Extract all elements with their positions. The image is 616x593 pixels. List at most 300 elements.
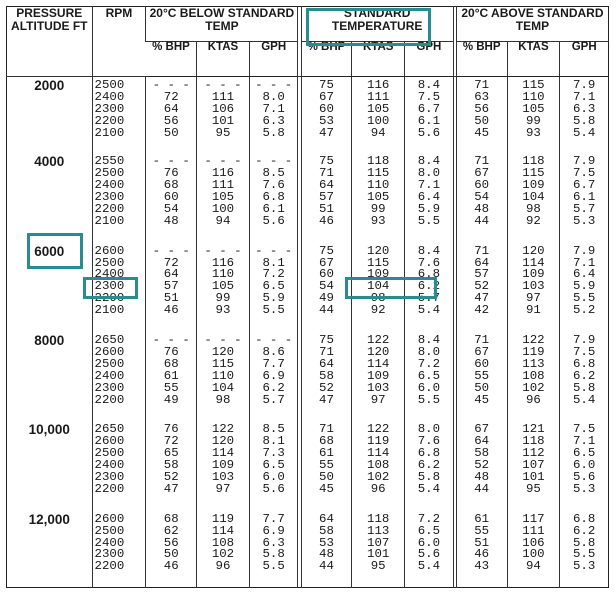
altitude-block	[7, 153, 609, 242]
below-bhp-value: 50	[163, 125, 179, 140]
std-ktas-value: 115	[367, 255, 390, 270]
above-gph-value: 5.7	[573, 201, 596, 216]
above-bhp-value: 52	[474, 458, 490, 473]
below-gph-value: 5.6	[262, 213, 285, 228]
std-bhp-value: 48	[319, 547, 334, 562]
above-ktas-value: 105	[522, 101, 545, 116]
below-gph-column	[249, 243, 298, 332]
below-ktas-column	[197, 511, 250, 588]
above-bhp-column	[456, 153, 507, 242]
above-ktas-value: 109	[522, 178, 545, 193]
below-gph-value: 6.5	[262, 458, 285, 473]
std-bhp-column	[301, 243, 352, 332]
std-gph-value: 5.5	[417, 392, 441, 407]
above-ktas-value: 98	[525, 201, 541, 216]
std-ktas-value: 110	[367, 178, 390, 193]
above-ktas-value: 112	[522, 446, 545, 461]
below-gph-column	[249, 511, 298, 588]
above-bhp-value: 56	[474, 101, 490, 116]
above-gph-value: 5.8	[573, 113, 596, 128]
below-gph-value: - - -	[255, 243, 293, 258]
below-ktas-column	[197, 421, 250, 510]
std-gph-value: 6.8	[417, 267, 441, 282]
rpm-value: 2600	[94, 344, 125, 359]
above-bhp-value: 51	[474, 535, 490, 550]
above-ktas-value: 96	[525, 392, 541, 407]
std-gph-value: 5.8	[417, 470, 441, 484]
below-gph-value: 7.7	[262, 356, 285, 371]
std-ktas-value: 105	[367, 101, 390, 116]
group-header-above-standard: 20°C ABOVE STANDARD TEMP	[456, 7, 608, 42]
above-bhp-value: 71	[474, 243, 490, 258]
std-ktas-value: 120	[367, 344, 390, 359]
std-bhp-value: 64	[319, 356, 334, 371]
std-gph-value: 5.4	[417, 303, 441, 318]
below-gph-value: 8.5	[262, 422, 285, 437]
std-bhp-value: 55	[319, 458, 334, 473]
rpm-value: 2100	[94, 125, 125, 140]
above-gph-column	[560, 332, 609, 421]
below-bhp-value: - - -	[152, 332, 190, 347]
below-ktas-column	[197, 332, 250, 421]
std-ktas-value: 118	[367, 154, 390, 169]
below-bhp-value: 51	[163, 291, 179, 306]
below-bhp-value: 54	[163, 201, 179, 216]
rpm-value: 2200	[94, 392, 125, 407]
rpm-value: 2500	[94, 255, 125, 270]
below-gph-value: 6.8	[262, 189, 285, 204]
rpm-value: 2400	[94, 535, 125, 550]
below-bhp-value: 76	[163, 422, 179, 437]
std-ktas-value: 116	[367, 78, 390, 92]
above-gph-value: 5.6	[573, 470, 596, 484]
below-bhp-value: 64	[163, 101, 179, 116]
std-ktas-value: 100	[367, 113, 390, 128]
std-bhp-value: 58	[319, 368, 334, 383]
std-bhp-value: 64	[319, 511, 334, 526]
above-gph-value: 7.9	[573, 78, 596, 92]
above-bhp-value: 45	[474, 392, 490, 407]
below-bhp-value: 68	[163, 511, 179, 526]
above-gph-column	[560, 243, 609, 332]
above-gph-value: 6.0	[573, 458, 596, 473]
above-bhp-value: 45	[474, 125, 490, 140]
std-ktas-value: 115	[367, 166, 390, 181]
std-bhp-column	[301, 421, 352, 510]
above-ktas-value: 94	[525, 559, 541, 574]
altitude-value: 4000	[34, 154, 65, 170]
altitude-value: 2000	[34, 78, 65, 93]
above-ktas-value: 106	[522, 535, 545, 550]
subcol-ktas: KTAS	[507, 42, 560, 77]
std-ktas-value: 98	[370, 291, 386, 306]
rpm-value: 2200	[94, 113, 125, 128]
below-gph-value: 6.9	[262, 368, 285, 383]
std-gph-value: 8.4	[417, 332, 441, 347]
below-bhp-value: - - -	[152, 78, 190, 92]
above-ktas-value: 111	[522, 523, 545, 538]
std-ktas-value: 108	[367, 458, 390, 473]
rpm-value: 2400	[94, 458, 125, 473]
std-bhp-value: 57	[319, 189, 334, 204]
std-bhp-value: 60	[319, 101, 334, 116]
below-bhp-value: 46	[163, 559, 179, 574]
std-gph-value: 7.6	[417, 255, 441, 270]
above-bhp-value: 64	[474, 255, 490, 270]
above-ktas-value: 102	[522, 380, 545, 395]
std-ktas-value: 118	[367, 511, 390, 526]
below-ktas-value: 111	[211, 89, 235, 104]
below-ktas-value: 108	[211, 535, 235, 550]
above-bhp-value: 44	[474, 481, 490, 496]
std-bhp-value: 45	[319, 481, 334, 496]
above-gph-column	[560, 421, 609, 510]
above-bhp-value: 48	[474, 201, 490, 216]
std-bhp-column	[301, 77, 352, 154]
above-gph-column	[560, 77, 609, 154]
below-ktas-value: 96	[215, 559, 231, 574]
above-gph-value: 5.3	[573, 213, 596, 228]
above-bhp-value: 63	[474, 89, 490, 104]
std-ktas-value: 120	[367, 243, 390, 258]
std-gph-value: 5.4	[417, 481, 441, 496]
std-ktas-value: 114	[367, 356, 390, 371]
below-bhp-value: 52	[163, 470, 179, 484]
below-ktas-value: 114	[211, 446, 235, 461]
below-gph-value: 6.5	[262, 279, 285, 294]
above-bhp-value: 71	[474, 78, 490, 92]
below-ktas-value: 97	[215, 481, 231, 496]
std-ktas-column	[352, 77, 405, 154]
above-bhp-value: 52	[474, 279, 490, 294]
std-ktas-value: 105	[367, 189, 390, 204]
above-ktas-column	[507, 77, 560, 154]
above-ktas-value: 91	[525, 303, 541, 318]
below-bhp-value: 55	[163, 380, 179, 395]
std-gph-value: 8.4	[417, 154, 441, 169]
below-bhp-value: 47	[163, 481, 179, 496]
below-bhp-value: 58	[163, 458, 179, 473]
subcol-gph: GPH	[249, 42, 298, 77]
std-ktas-column	[352, 332, 405, 421]
above-ktas-value: 108	[522, 368, 545, 383]
std-bhp-value: 58	[319, 523, 334, 538]
std-bhp-value: 75	[319, 78, 334, 92]
subcol-ktas: KTAS	[352, 42, 405, 77]
std-gph-value: 7.2	[417, 356, 441, 371]
below-gph-value: 6.3	[262, 113, 285, 128]
below-ktas-column	[197, 153, 250, 242]
rpm-value: 2600	[94, 434, 125, 449]
std-bhp-value: 47	[319, 392, 334, 407]
below-bhp-value: - - -	[152, 154, 190, 169]
above-ktas-value: 104	[522, 189, 545, 204]
std-bhp-value: 71	[319, 422, 334, 437]
below-bhp-value: 72	[163, 89, 179, 104]
below-bhp-value: 46	[163, 303, 179, 318]
std-ktas-value: 104	[367, 279, 390, 294]
std-ktas-value: 101	[367, 547, 390, 562]
std-gph-value: 8.0	[417, 166, 441, 181]
table-body	[7, 77, 609, 588]
rpm-value: 2300	[94, 470, 125, 484]
altitude-value: 10,000	[28, 422, 70, 438]
std-bhp-column	[301, 332, 352, 421]
std-bhp-value: 64	[319, 178, 334, 193]
std-bhp-value: 44	[319, 559, 334, 574]
std-gph-value: 5.7	[417, 291, 441, 306]
below-gph-value: - - -	[255, 78, 293, 92]
above-bhp-column	[456, 77, 507, 154]
above-ktas-value: 99	[525, 113, 541, 128]
std-bhp-value: 68	[319, 434, 334, 449]
rpm-value: 2500	[94, 166, 125, 181]
group-header-standard: STANDARD TEMPERATURE	[301, 7, 453, 42]
below-ktas-value: 104	[211, 380, 235, 395]
below-ktas-value: 99	[215, 291, 231, 306]
above-bhp-column	[456, 511, 507, 588]
below-bhp-value: 72	[163, 434, 179, 449]
below-gph-value: 6.9	[262, 523, 285, 538]
below-ktas-value: - - -	[204, 243, 242, 258]
std-gph-value: 6.8	[417, 446, 441, 461]
below-ktas-value: 120	[211, 434, 235, 449]
below-gph-column	[249, 77, 298, 154]
std-ktas-value: 113	[367, 523, 390, 538]
subcol-gph: GPH	[405, 42, 454, 77]
above-bhp-value: 50	[474, 380, 490, 395]
below-ktas-value: 116	[211, 166, 235, 181]
below-gph-value: 8.6	[262, 344, 285, 359]
rpm-value: 2500	[94, 356, 125, 371]
std-gph-value: 7.5	[417, 89, 441, 104]
below-gph-value: 7.2	[262, 267, 285, 282]
rpm-value: 2100	[94, 213, 125, 228]
below-bhp-value: 62	[163, 523, 179, 538]
std-ktas-value: 111	[367, 89, 390, 104]
std-bhp-value: 71	[319, 344, 334, 359]
below-gph-value: 6.0	[262, 470, 285, 484]
std-gph-value: 5.6	[417, 547, 441, 562]
std-gph-column	[405, 332, 454, 421]
below-ktas-value: 93	[215, 303, 231, 318]
above-bhp-value: 54	[474, 189, 490, 204]
above-bhp-value: 60	[474, 178, 490, 193]
std-bhp-value: 52	[319, 380, 334, 395]
below-gph-value: 7.7	[262, 511, 285, 526]
std-bhp-value: 67	[319, 89, 334, 104]
below-ktas-value: 114	[211, 523, 235, 538]
above-bhp-value: 44	[474, 213, 490, 228]
above-gph-value: 6.5	[573, 446, 596, 461]
above-ktas-value: 101	[522, 470, 545, 484]
std-bhp-value: 53	[319, 113, 334, 128]
std-bhp-value: 60	[319, 267, 334, 282]
below-ktas-value: 119	[211, 511, 235, 526]
above-ktas-value: 117	[522, 511, 545, 526]
below-bhp-column	[146, 511, 197, 588]
below-ktas-value: 94	[215, 213, 231, 228]
below-gph-value: 5.8	[262, 547, 285, 562]
above-bhp-column	[456, 421, 507, 510]
std-gph-value: 7.2	[417, 511, 441, 526]
below-bhp-value: 68	[163, 178, 179, 193]
above-ktas-value: 122	[522, 332, 545, 347]
above-bhp-value: 60	[474, 356, 490, 371]
above-bhp-value: 48	[474, 470, 490, 484]
above-ktas-value: 93	[525, 125, 541, 140]
above-gph-value: 6.3	[573, 101, 596, 116]
std-gph-value: 7.6	[417, 434, 441, 449]
rpm-value: 2500	[94, 78, 125, 92]
std-bhp-value: 71	[319, 166, 334, 181]
above-bhp-value: 47	[474, 291, 490, 306]
std-ktas-value: 96	[370, 481, 386, 496]
rpm-value: 2400	[94, 267, 125, 282]
rpm-value: 2300	[94, 101, 125, 116]
above-bhp-value: 57	[474, 267, 490, 282]
below-bhp-value: - - -	[152, 243, 190, 258]
rpm-value: 2500	[94, 523, 125, 538]
below-ktas-value: - - -	[204, 332, 242, 347]
std-ktas-value: 99	[370, 201, 386, 216]
below-gph-value: 7.1	[262, 101, 285, 116]
above-gph-value: 6.1	[573, 189, 596, 204]
below-ktas-value: 120	[211, 344, 235, 359]
std-gph-value: 6.5	[417, 523, 441, 538]
below-gph-value: 8.1	[262, 434, 285, 449]
std-gph-value: 6.0	[417, 380, 441, 395]
rpm-column	[92, 421, 146, 510]
rpm-value: 2300	[94, 547, 125, 562]
rpm-value: 2650	[94, 422, 125, 437]
std-gph-value: 6.7	[417, 101, 441, 116]
above-ktas-value: 115	[522, 166, 545, 181]
above-bhp-value: 61	[474, 511, 490, 526]
above-bhp-column	[456, 332, 507, 421]
above-bhp-value: 71	[474, 332, 490, 347]
altitude-block	[7, 243, 609, 332]
std-bhp-value: 53	[319, 535, 334, 550]
subcol-gph: GPH	[560, 42, 609, 77]
std-bhp-value: 75	[319, 154, 334, 169]
above-ktas-value: 115	[522, 78, 545, 92]
std-bhp-value: 46	[319, 213, 334, 228]
above-ktas-value: 120	[522, 243, 545, 258]
above-gph-value: 7.5	[573, 166, 596, 181]
above-bhp-value: 67	[474, 166, 490, 181]
std-ktas-value: 114	[367, 446, 390, 461]
below-ktas-value: 109	[211, 458, 235, 473]
std-gph-column	[405, 153, 454, 242]
above-ktas-column	[507, 153, 560, 242]
above-gph-value: 5.3	[573, 559, 596, 574]
below-bhp-value: 56	[163, 113, 179, 128]
below-gph-value: 5.6	[262, 481, 285, 496]
rpm-value: 2550	[94, 154, 125, 169]
std-ktas-value: 107	[367, 535, 390, 550]
below-gph-value: - - -	[255, 154, 293, 169]
altitude-value: 8000	[34, 332, 65, 348]
below-gph-value: 6.3	[262, 535, 285, 550]
above-ktas-column	[507, 243, 560, 332]
above-gph-value: 7.1	[573, 434, 596, 449]
above-bhp-value: 71	[474, 154, 490, 169]
std-ktas-value: 92	[370, 303, 386, 318]
above-ktas-value: 119	[522, 344, 545, 359]
rpm-value: 2400	[94, 89, 125, 104]
std-bhp-value: 67	[319, 255, 334, 270]
std-bhp-value: 61	[319, 446, 334, 461]
below-ktas-value: 100	[211, 201, 235, 216]
below-ktas-value: 105	[211, 189, 235, 204]
std-gph-value: 7.1	[417, 178, 441, 193]
above-bhp-value: 58	[474, 446, 490, 461]
std-bhp-value: 75	[319, 332, 334, 347]
below-gph-value: 5.5	[262, 559, 285, 574]
std-ktas-column	[352, 511, 405, 588]
rpm-value: 2200	[94, 291, 125, 306]
std-bhp-value: 75	[319, 243, 334, 258]
std-gph-value: 5.9	[417, 201, 441, 216]
below-gph-value: 7.3	[262, 446, 285, 461]
below-bhp-value: 64	[163, 267, 179, 282]
below-bhp-column	[146, 421, 197, 510]
altitude-block	[7, 511, 609, 588]
std-ktas-value: 119	[367, 434, 390, 449]
std-gph-value: 8.0	[417, 344, 441, 359]
rpm-column	[92, 511, 146, 588]
below-bhp-value: 61	[163, 368, 179, 383]
below-gph-value: 8.1	[262, 255, 285, 270]
below-ktas-column	[197, 243, 250, 332]
below-gph-value: 8.0	[262, 89, 285, 104]
above-ktas-value: 121	[522, 422, 545, 437]
below-bhp-value: 56	[163, 535, 179, 550]
below-gph-value: 8.5	[262, 166, 285, 181]
above-gph-value: 7.9	[573, 332, 596, 347]
above-bhp-value: 67	[474, 344, 490, 359]
below-ktas-value: 122	[211, 422, 235, 437]
std-bhp-value: 51	[319, 201, 334, 216]
rpm-column	[92, 243, 146, 332]
rpm-value: 2400	[94, 178, 125, 193]
below-ktas-value: - - -	[204, 154, 242, 169]
rpm-value: 2100	[94, 303, 125, 318]
above-gph-value: 6.4	[573, 267, 596, 282]
above-gph-value: 5.2	[573, 303, 596, 318]
below-bhp-value: 60	[163, 189, 179, 204]
rpm-value: 2600	[94, 243, 125, 258]
rpm-header: RPM	[92, 7, 146, 77]
above-gph-value: 5.8	[573, 535, 596, 550]
above-bhp-value: 50	[474, 113, 490, 128]
below-gph-column	[249, 153, 298, 242]
group-header-below-standard: 20°C BELOW STANDARD TEMP	[146, 7, 298, 42]
above-ktas-column	[507, 332, 560, 421]
std-ktas-value: 97	[370, 392, 386, 407]
std-gph-value: 6.4	[417, 189, 441, 204]
above-bhp-column	[456, 243, 507, 332]
subcol-ktas: KTAS	[197, 42, 250, 77]
std-ktas-value: 94	[370, 125, 386, 140]
std-bhp-value: 44	[319, 303, 334, 318]
below-ktas-value: 106	[211, 101, 235, 116]
above-gph-value: 5.9	[573, 279, 596, 294]
above-gph-value: 7.1	[573, 255, 596, 270]
std-ktas-value: 109	[367, 267, 390, 282]
altitude-block	[7, 77, 609, 154]
